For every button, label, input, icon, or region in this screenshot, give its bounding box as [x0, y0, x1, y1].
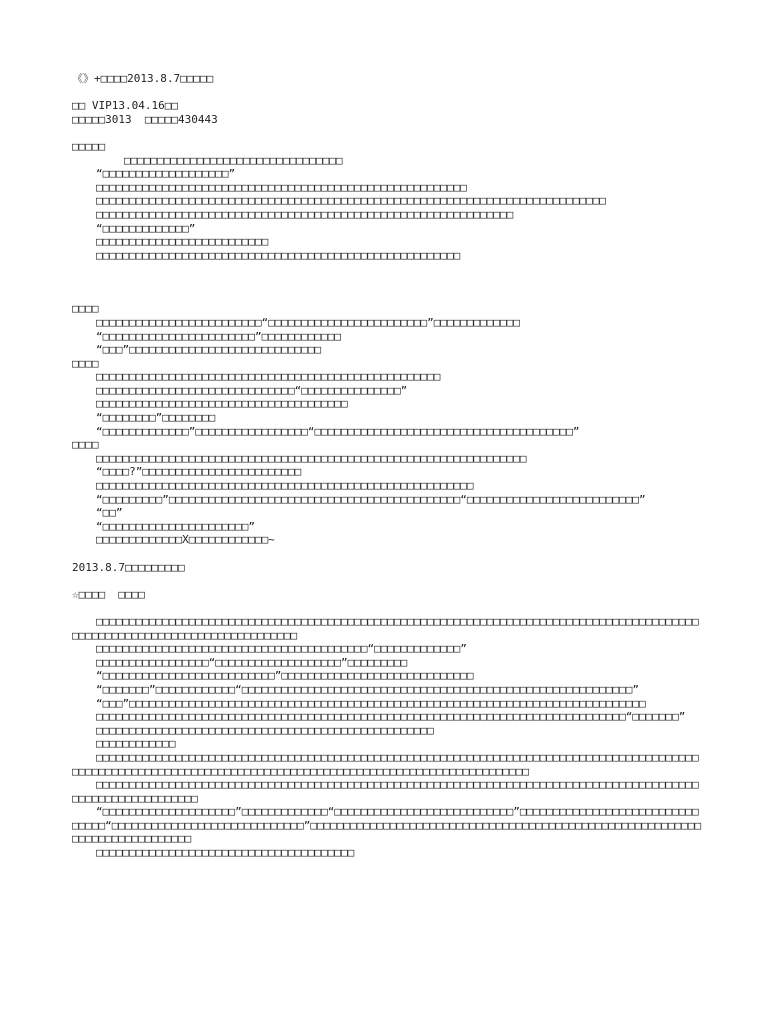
paragraph-line: □□□□□□□□□□□□□□□□□□□□□□□□□□□□□□□□□□□□□□□□□□□□□□□□□□□□□□□□□□□□□□□ — [96, 207, 514, 221]
paragraph-line: “□□□□□□□□□□□□□”□□□□□□□□□□□□□□□□□“□□□□□□□□□□□□□□□□□□□□□□□□□□□□□□□□□□□□□□□” — [96, 424, 580, 438]
paragraph-line: “□□” — [96, 506, 123, 520]
stats-line: □□□□□3013 □□□□□430443 — [72, 112, 218, 126]
paragraph-line: □□□□□□□□□□□□□□□□□□□□□□□□□□□□□□□□□□□□□□□□□□□□□□□□□□□□□□□□ — [96, 180, 467, 194]
date-line: 2013.8.7□□□□□□□□□ — [72, 560, 185, 574]
paragraph-line: □□□□□□□□□□□□□□□□□□□□□□□□□□□□□□□□□□□□□□□□□□□□□□□□□□□□□□□□□ — [96, 479, 474, 493]
paragraph-line: □□□□□□□□□□□□□□□□□□□□□□□□□□□□□□□□□□□□□□□□□□□□□□□□□□□□□□□□□□□□□□□□□□□□□□□□□□□□□□□□□□□□□□□□□□□□□□□□□□□□□□□□□□□□□□ — [72, 778, 699, 805]
paragraph-line: □□□□□□□□□□□□□X□□□□□□□□□□□□~ — [96, 533, 275, 547]
paragraph-line: “□□□□□□□□□□□□□□□□□□□□□□□”□□□□□□□□□□□□ — [96, 329, 342, 343]
paragraph-line: □□□□□□□□□□□□□□□□□□□□□□□□□□□□□□□□□□□□□□□□□□□□□□□□□□□□□□□□□□□□□□□□□ — [96, 451, 527, 465]
block-heading: □□□□ — [72, 438, 99, 452]
paragraph-line: □□□□□□□□□□□□□□□□□□□□□□□□□□□□□□□□□□□□□□□□□□□□□□□□□□□□ — [96, 370, 441, 384]
paragraph-line: □□□□□□□□□□□□□□□□□□□□□□□□□□ — [96, 235, 269, 249]
paragraph-line: “□□□”□□□□□□□□□□□□□□□□□□□□□□□□□□□□□□□□□□□□□□□□□□□□□□□□□□□□□□□□□□□□□□□□□□□□□□□□□□□□□□ — [96, 696, 646, 710]
paragraph-line: □□□□□□□□□□□□□□□□□“□□□□□□□□□□□□□□□□□□□”□□□□□□□□□ — [96, 655, 408, 669]
paragraph-line: “□□□”□□□□□□□□□□□□□□□□□□□□□□□□□□□□□ — [96, 343, 322, 357]
paragraph-line: □□□□□□□□□□□□□□□□□□□□□□□□□□□□□□“□□□□□□□□□□□□□□□” — [96, 383, 408, 397]
paragraph-line: “□□□□□□□□□□□□□” — [96, 221, 196, 235]
paragraph-line: □□□□□□□□□□□□□□□□□□□□□□□□□□□□□□□□□□□□□□□□□□□□□□□□□□□□□□□□□□□□□□□□□□□□□□□□□□□□□□□□□□□□□□□□□□□□□□□□□□□□□□□□□□□□□□□□□□□□□□□□□□□□□ — [72, 614, 699, 642]
block-heading: □□□□ — [72, 356, 99, 370]
paragraph-line: □□□□□□□□□□□□□□□□□□□□□□□□□□□□□□□□□□□□□□□□□□□□□□□□□□□ — [96, 723, 434, 737]
paragraph-line: “□□□□□□□□□□□□□□□□□□□□”□□□□□□□□□□□□□“□□□□□□□□□□□□□□□□□□□□□□□□□□□”□□□□□□□□□□□□□□□□□□□□□□□□□□□□□□□□“□□□□□□□□□□□□□□□□□□□□□□□□□□□□□”□□□□□□□□□□□□□□□□□□□□□□□□□□□□□□□□□□□□□□□□□□□□□□□□□□□□□□□□□□□□□□□□□□□□□□□□□□□□□ — [72, 805, 702, 846]
paragraph-line: □□□□□□□□□□□□□□□□□□□□□□□□□□□□□□□□□□□□□□□□□□□□□□□□□□□□□□□□□□□□□□□□□□□□□□□□□□□□□□□□□□□□□□□□□□□□□□□□□□□□□□□□□□□□□□□□□□□□□□□□□□□□□□□□□□□□□□□□□□□□□□□□□□□□□□□□□□□□□□□□ — [72, 750, 699, 778]
document-page — [72, 72, 702, 860]
paragraph-line: □□□□□□□□□□□□□□□□□□□□□□□□□□□□□□□□□ — [124, 153, 343, 167]
block-heading: □□□□□ — [72, 139, 106, 153]
paragraph-line: □□□□□□□□□□□□ — [96, 737, 176, 751]
paragraph-line: “□□□□□□□□□□□□□□□□□□□” — [96, 167, 236, 181]
doc-title: 《》+□□□□2013.8.7□□□□□ — [72, 72, 214, 85]
chapter-blocks — [72, 140, 702, 547]
paragraph-line: □□□□□□□□□□□□□□□□□□□□□□□□□□□□□□□□□□□□□□□□□□□□□□□□□□□□□□□□□□□□□□□□□□□□□□□□□□□□□□□□“□□□□□□□” — [96, 710, 686, 724]
paragraph-line: □□□□□□□□□□□□□□□□□□□□□□□□□□□□□□□□□□□□□□□□□“□□□□□□□□□□□□□” — [96, 642, 467, 656]
block-heading: □□□□ — [72, 302, 99, 316]
paragraph-line: “□□□□□□□□”□□□□□□□□ — [96, 411, 216, 425]
paragraph-line: “□□□□□□□”□□□□□□□□□□□□“□□□□□□□□□□□□□□□□□□□□□□□□□□□□□□□□□□□□□□□□□□□□□□□□□□□□□□□□□□□” — [96, 682, 640, 696]
paragraph-line: “□□□□□□□□□”□□□□□□□□□□□□□□□□□□□□□□□□□□□□□□□□□□□□□□□□□□□□“□□□□□□□□□□□□□□□□□□□□□□□□□□” — [96, 492, 646, 506]
vip-line: □□ VIP13.04.16□□ — [72, 99, 178, 113]
paragraph-line: □□□□□□□□□□□□□□□□□□□□□□□□□□□□□□□□□□□□□□ — [96, 397, 348, 411]
paragraph-line: □□□□□□□□□□□□□□□□□□□□□□□□□“□□□□□□□□□□□□□□□□□□□□□□□□”□□□□□□□□□□□□□ — [96, 315, 520, 329]
paragraph-line: □□□□□□□□□□□□□□□□□□□□□□□□□□□□□□□□□□□□□□□□□□□□□□□□□□□□□□□ — [96, 248, 461, 262]
paragraph-line: “□□□□□□□□□□□□□□□□□□□□□□” — [96, 519, 255, 533]
paragraph-line: □□□□□□□□□□□□□□□□□□□□□□□□□□□□□□□□□□□□□□□□□□□□□□□□□□□□□□□□□□□□□□□□□□□□□□□□□□□□□ — [96, 194, 606, 208]
paragraph-line: “□□□□?”□□□□□□□□□□□□□□□□□□□□□□□□ — [96, 465, 302, 479]
paragraph-line: “□□□□□□□□□□□□□□□□□□□□□□□□□□”□□□□□□□□□□□□□□□□□□□□□□□□□□□□□ — [96, 669, 474, 683]
paragraph-line: □□□□□□□□□□□□□□□□□□□□□□□□□□□□□□□□□□□□□□□ — [96, 846, 355, 860]
section-body — [72, 615, 702, 860]
section-heading: ☆□□□□ □□□□ — [72, 587, 145, 601]
